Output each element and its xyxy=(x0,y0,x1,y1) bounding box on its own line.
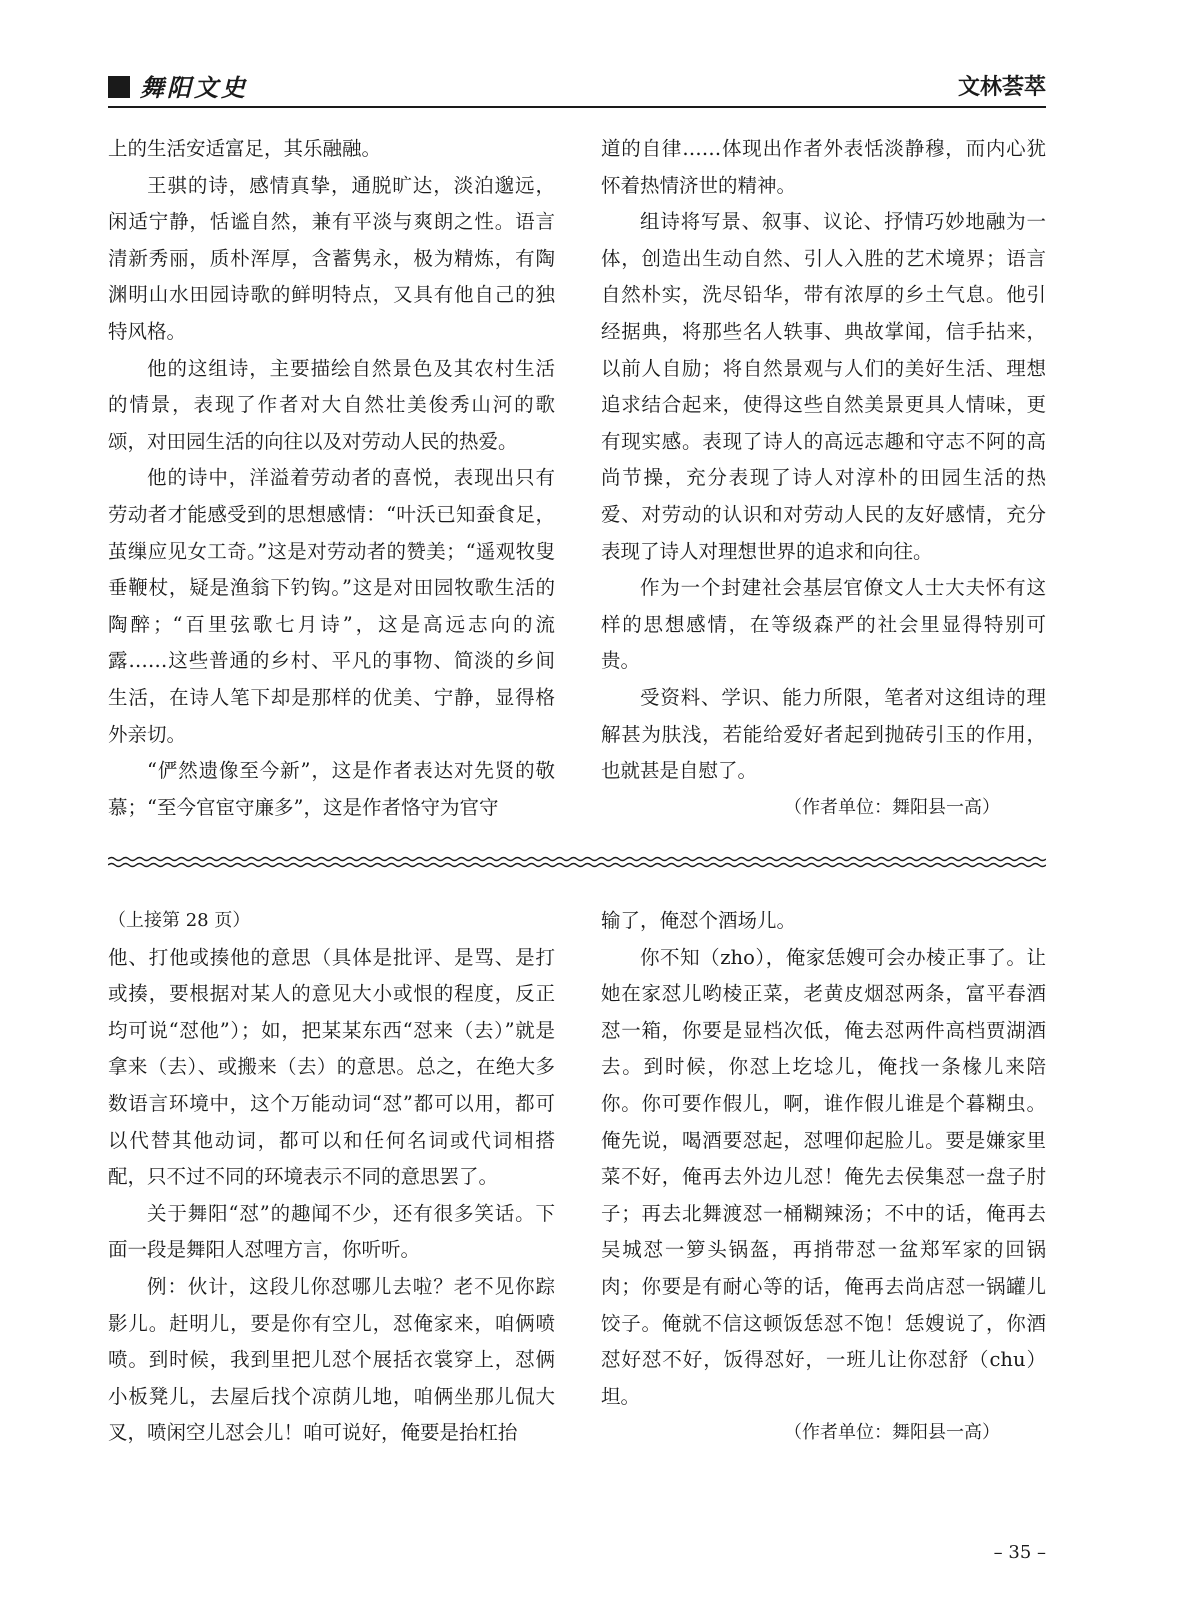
paragraph: 他、打他或揍他的意思（具体是批评、是骂、是打或揍，要根据对某人的意见大小或恨的程度，反正均可说“怼他”）；如，把某某东西“怼来（去）”就是拿来（去）、或搬来（去）的意思。总之，在绝大多数语言环境中，这个万能动词“怼”都可以用，都可以代替其他动词，都可以和任何名词或代词相搭配，只不过不同的环境表示不同的意思罢了。 xyxy=(108,945,555,1189)
wavy-divider xyxy=(108,855,1046,869)
paragraph: 例：伙计，这段儿你怼哪儿去啦？老不见你踪影儿。赶明儿，要是你有空儿，怼俺家来，咱俩喷喷。到时候，我到里把儿怼个展括衣裳穿上，怼俩小板凳儿，去屋后找个凉荫儿地，咱俩坐那儿侃大叉，喷闲空儿怼会儿！咱可说好，俺要是抬杠抬 xyxy=(108,1274,555,1445)
header-rule xyxy=(108,106,1046,108)
author-affiliation: （作者单位：舞阳县一高） xyxy=(784,1422,1000,1444)
author-affiliation: （作者单位：舞阳县一高） xyxy=(784,796,1000,818)
bottom-article-right-column xyxy=(601,903,1046,1452)
paragraph: 王骐的诗，感情真挚，通脱旷达，淡泊邈远，闲适宁静，恬谧自然，兼有平淡与爽朗之性。语言清新秀丽，质朴浑厚，含蓄隽永，极为精炼，有陶渊明山水田园诗歌的鲜明特点，又具有他自己的独特风格。 xyxy=(108,173,555,343)
continuation-note: （上接第 28 页） xyxy=(108,910,251,931)
paragraph: 道的自律……体现出作者外表恬淡静穆，而内心犹怀着热情济世的精神。 xyxy=(601,137,1046,197)
paragraph: 受资料、学识、能力所限，笔者对这组诗的理解甚为肤浅，若能给爱好者起到抛砖引玉的作用，也就甚是自慰了。 xyxy=(601,685,1046,783)
top-article-left-column xyxy=(108,131,555,826)
paragraph: 输了，俺怼个酒场儿。 xyxy=(601,909,797,932)
section-title: 文林荟萃 xyxy=(957,75,1046,100)
paragraph: 关于舞阳“怼”的趣闻不少，还有很多笑话。下面一段是舞阳人怼哩方言，你听听。 xyxy=(108,1201,555,1262)
paragraph: 作为一个封建社会基层官僚文人士大夫怀有这样的思想感情，在等级森严的社会里显得特别可贵。 xyxy=(601,576,1046,673)
paragraph: 组诗将写景、叙事、议论、抒情巧妙地融为一体，创造出生动自然、引人入胜的艺术境界；语言自然朴实，洗尽铅华，带有浓厚的乡土气息。他引经据典，将那些名人轶事、典故掌闻，信手拈来，以前人自励；将自然景观与人们的美好生活、理想追求结合起来，使得这些自然美景更具人情味，更有现实感。表现了诗人的高远志趣和守志不阿的高尚节操，充分表现了诗人对淳朴的田园生活的热爱、对劳动的认识和对劳动人民的友好感情，充分表现了诗人对理想世界的追求和向往。 xyxy=(601,210,1046,563)
bottom-article-left-column xyxy=(108,903,555,1452)
page-header xyxy=(108,72,1046,108)
header-square-mark xyxy=(108,76,130,98)
journal-title: 舞阳文史 xyxy=(140,73,248,102)
paragraph: “俨然遗像至今新”，这是作者表达对先贤的敬慕；“至今官宦守廉多”，这是作者恪守为官守 xyxy=(108,759,555,819)
paragraph: 他的诗中，洋溢着劳动者的喜悦，表现出只有劳动者才能感受到的思想感情：“叶沃已知蚕食足，茧缫应见女工奇。”这是对劳动者的赞美；“遥观牧叟垂鞭杖，疑是渔翁下钓钩。”这是对田园牧歌生活的陶醉；“百里弦歌七月诗”，这是高远志向的流露……这些普通的乡村、平凡的事物、简淡的乡间生活，在诗人笔下却是那样的优美、宁静，显得格外亲切。 xyxy=(108,466,555,746)
top-article-right-column xyxy=(601,131,1046,826)
paragraph: 你不知（zho），俺家恁嫂可会办棱正事了。让她在家怼儿哟棱正菜，老黄皮烟怼两条，富平春酒怼一箱，你要是显档次低，俺去怼两件高档贾湖酒去。到时候，你怼上圪埝儿，俺找一条椽儿来陪你。你可要作假儿，啊，谁作假儿谁是个暮糊虫。俺先说，喝酒要怼起，怼哩仰起脸儿。要是嫌家里菜不好，俺再去外边儿怼！俺先去侯集怼一盘子肘子；再去北舞渡怼一桶糊辣汤；不中的话，俺再去吴城怼一箩头锅盔，再捎带怼一盆郑军家的回锅肉；你要是有耐心等的话，俺再去尚店怼一锅罐儿饺子。俺就不信这顿饭恁怼不饱！恁嫂说了，你酒怼好怼不好，饭得怼好，一班儿让你怼舒（chu）坦。 xyxy=(601,945,1046,1408)
paragraph: 他的这组诗，主要描绘自然景色及其农村生活的情景，表现了作者对大自然壮美俊秀山河的歌颂，对田园生活的向往以及对劳动人民的热爱。 xyxy=(108,356,555,453)
page-number: – 35 – xyxy=(993,1542,1046,1563)
paragraph: 上的生活安适富足，其乐融融。 xyxy=(108,137,382,160)
